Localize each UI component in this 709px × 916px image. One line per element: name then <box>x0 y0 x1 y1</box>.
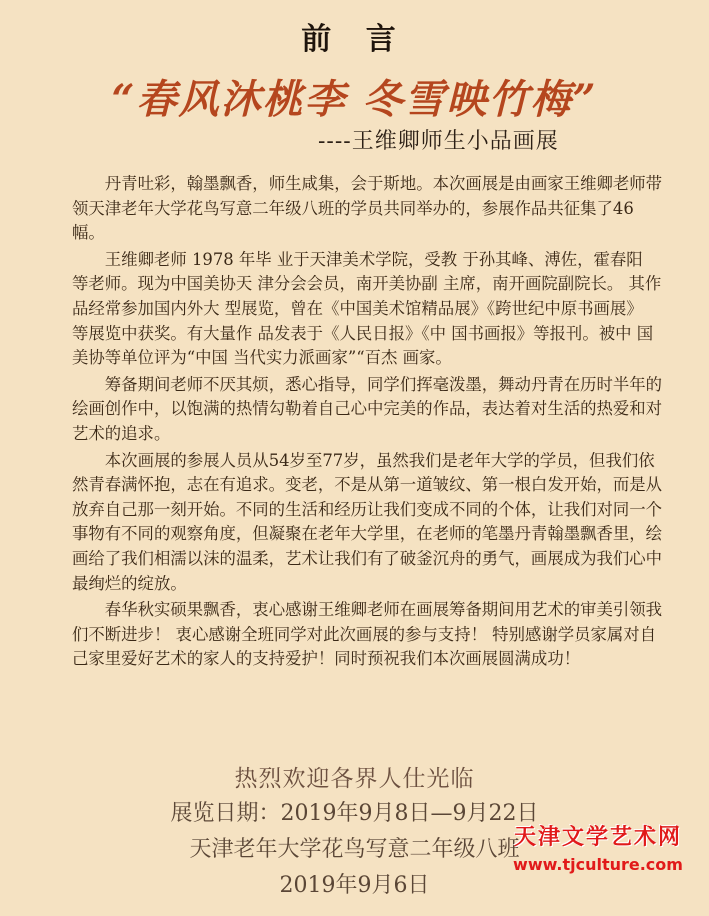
paragraph: 筹备期间老师不厌其烦，悉心指导，同学们挥毫泼墨，舞动丹青在历时半年的绘画创作中，以饱满的热情勾勒着自己心中完美的作品，表达着对生活的热爱和对艺术的追求。 <box>72 374 663 443</box>
welcome-line: 热烈欢迎各界人仕光临 <box>234 766 475 792</box>
site-watermark <box>499 820 697 874</box>
organizer: 天津老年大学花鸟写意二年级八班 <box>189 837 520 862</box>
preface-body <box>72 172 664 674</box>
watermark-url: www.tjculture.com <box>513 855 683 874</box>
watermark-site-name: 天津文学艺术网 <box>513 825 682 850</box>
exhibition-dates: 展览日期：2019年9月8日—9月22日 <box>170 801 539 826</box>
paragraph: 丹青吐彩，翰墨飘香，师生咸集，会于斯地。本次画展是由画家王维卿老师带领天津老年大学花鸟写意二年级八班的学员共同举办的，参展作品共征集了46幅。 <box>72 174 663 243</box>
paragraph: 王维卿老师 1978 年毕 业于天津美术学院，受教 于孙其峰、溥佐，霍春阳 等老师。现为中国美协天 津分会会员，南开美协副 主席，南开画院副院长。 其作品经常参加国内外大 型展览，曾在《中国美术馆精品展》《跨世纪中原书画展》 等展览中获奖。有大量作 品发表于《人民日报》《中 国书画报》等报刊。被中 国美协等单位评为“中国 当代实力派画家”“百杰 画家。 <box>72 249 662 368</box>
exhibition-subtitle: ----王维卿师生小品画展 <box>318 129 559 154</box>
publish-date: 2019年9月6日 <box>279 873 430 898</box>
exhibition-headline: “春风沐桃李 冬雪映竹梅” <box>111 76 598 123</box>
paragraph: 本次画展的参展人员从54岁至77岁，虽然我们是老年大学的学员，但我们依然青春满怀抱，志在有追求。变老，不是从第一道皱纹、第一根白发开始，而是从放弃自己那一刻开始。不同的生活和经历让我们变成不同的个体，让我们对同一个事物有不同的观察角度，但凝聚在老年大学里，在老师的笔墨丹青翰墨飘香里，绘画给了我们相濡以沫的温柔，艺术让我们有了破釜沉舟的勇气，画展成为我们心中最绚烂的绽放。 <box>72 450 663 593</box>
paragraph: 春华秋实硕果飘香，衷心感谢王维卿老师在画展筹备期间用艺术的审美引领我们不断进步！ 衷心感谢全班同学对此次画展的参与支持！ 特别感谢学员家属对自己家里爱好艺术的家人的支持爱护！同时预祝我们本次画展圆满成功！ <box>72 600 663 669</box>
page-title: 前 言 <box>301 22 408 57</box>
